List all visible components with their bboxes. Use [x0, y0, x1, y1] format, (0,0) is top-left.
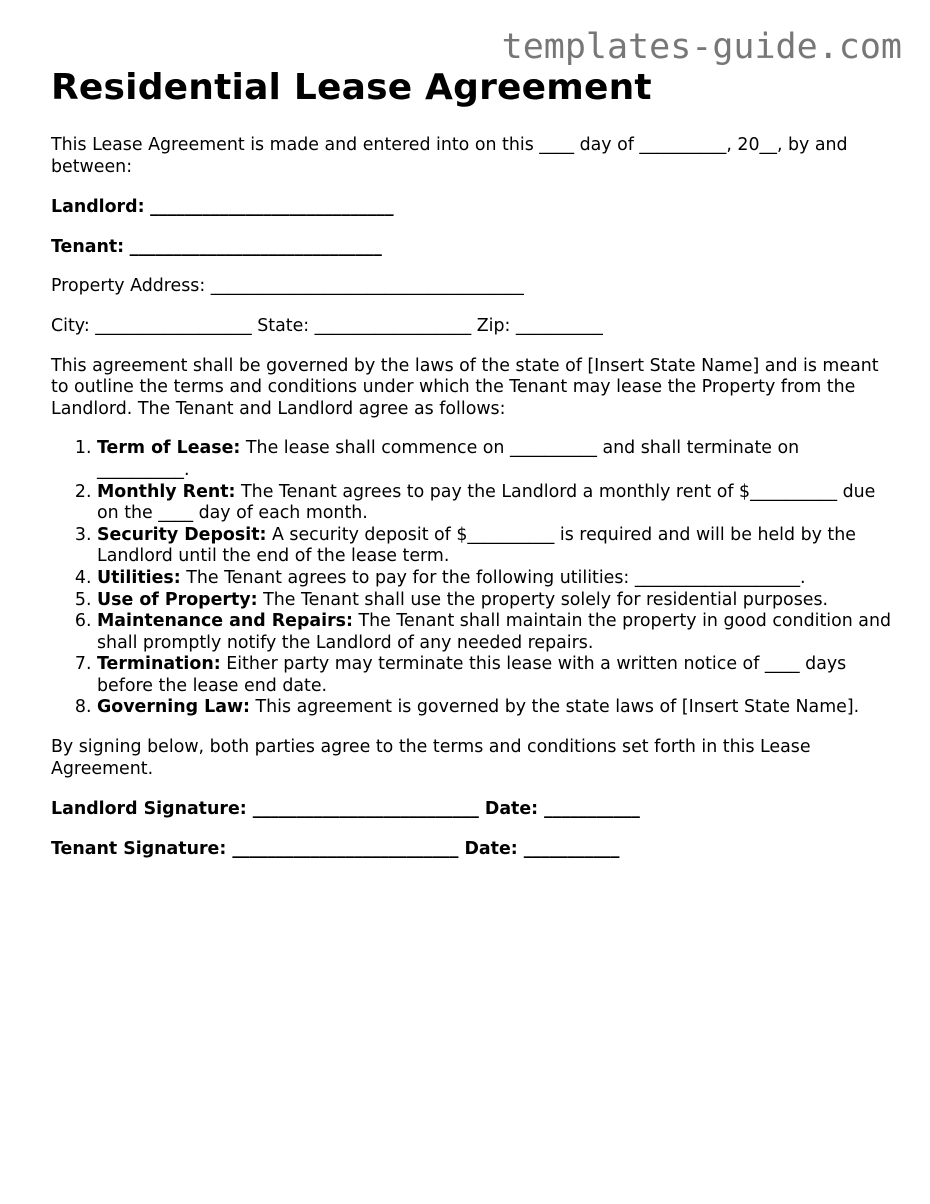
term-item [97, 697, 891, 719]
landlord-label: Landlord: [51, 197, 145, 218]
term-item [97, 482, 891, 525]
term-label: Governing Law: [97, 697, 250, 718]
term-item [97, 525, 891, 568]
term-label: Utilities: [97, 567, 181, 588]
term-text: The Tenant shall use the property solely for residential purposes. [263, 589, 829, 610]
term-label: Term of Lease: [97, 438, 241, 459]
page-title: Residential Lease Agreement [51, 67, 652, 108]
term-item [97, 611, 891, 654]
governing-paragraph: This agreement shall be governed by the laws of the state of [Insert State Name] and is meant to outline the terms and conditions under which the Tenant may lease the Property from the Landlord. The Tenant and Landlord agree as follows: [51, 355, 879, 419]
term-label: Termination: [97, 654, 221, 675]
term-text: The Tenant agrees to pay the Landlord a monthly rent of $__________ due on the ____ day of each month. [97, 481, 876, 524]
term-text: A security deposit of $__________ is required and will be held by the Landlord until the end of the lease term. [97, 524, 856, 567]
term-text: The lease shall commence on __________ and shall terminate on __________. [97, 438, 800, 480]
term-label: Maintenance and Repairs: [97, 611, 353, 632]
city-state-zip-field: City: __________________ State: __________________ Zip: __________ [51, 315, 603, 336]
term-item [97, 568, 891, 590]
tenant-field [51, 237, 891, 259]
term-label: Monthly Rent: [97, 481, 236, 502]
lease-document [51, 66, 891, 860]
term-text: The Tenant agrees to pay for the following utilities: ___________________. [186, 567, 806, 588]
landlord-blank: ____________________________ [150, 197, 394, 218]
term-label: Use of Property: [97, 589, 258, 610]
term-item [97, 438, 891, 481]
landlord-signature-line: Landlord Signature: __________________________ Date: ___________ [51, 799, 640, 820]
term-item [97, 590, 891, 612]
property-address-field: Property Address: ____________________________________ [51, 276, 524, 297]
watermark-text: templates-guide.com [501, 27, 902, 67]
term-text: This agreement is governed by the state laws of [Insert State Name]. [255, 697, 860, 718]
tenant-label: Tenant: [51, 236, 125, 257]
term-text: Either party may terminate this lease with a written notice of ____ days before the lease end date. [97, 654, 847, 696]
term-text: The Tenant shall maintain the property in good condition and shall promptly notify the Landlord of any needed repairs. [97, 611, 892, 653]
tenant-blank: _____________________________ [129, 236, 382, 257]
intro-paragraph: This Lease Agreement is made and entered into on this ____ day of __________, 20__, by and between: [51, 135, 848, 177]
term-item [97, 654, 891, 697]
terms-list [51, 438, 891, 719]
closing-paragraph: By signing below, both parties agree to the terms and conditions set forth in this Lease Agreement. [51, 737, 811, 779]
tenant-signature-line: Tenant Signature: __________________________ Date: ___________ [51, 838, 620, 859]
landlord-field [51, 197, 891, 219]
term-label: Security Deposit: [97, 524, 267, 545]
